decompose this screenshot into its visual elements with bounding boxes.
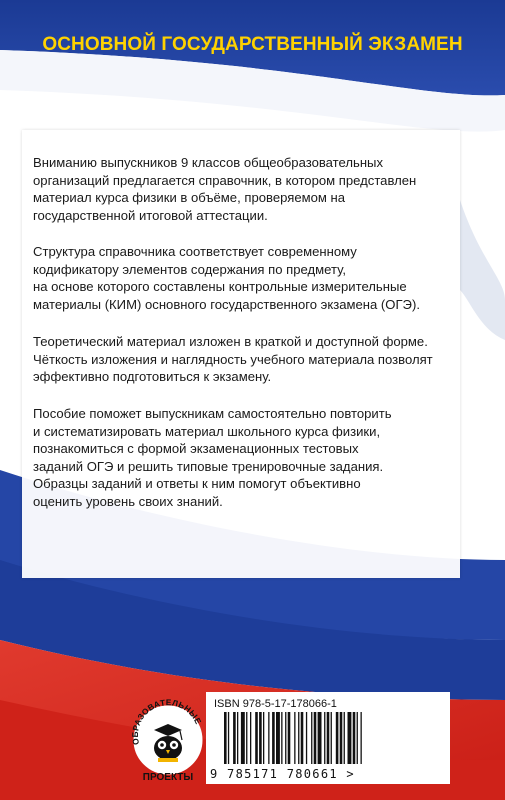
para-line: оценить уровень своих знаний. [33, 493, 223, 509]
para-line: материалы (КИМ) основного государственного экзамена (ОГЭ). [33, 296, 420, 312]
para-line: Образцы заданий и ответы к ним помогут объективно [33, 476, 361, 491]
para-line: Пособие поможет выпускникам самостоятельно повторить [33, 406, 392, 421]
paragraph-2 [33, 243, 453, 313]
para-line: организаций предлагается справочник, в котором представлен [33, 172, 417, 188]
para-line: Вниманию выпускников 9 классов общеобразовательных [33, 155, 384, 170]
para-line: эффективно подготовиться к экзамену. [33, 369, 272, 384]
para-line: материал курса физики в объёме, проверяемом на [33, 190, 346, 205]
barcode-digits: 9 785171 780661 > [210, 767, 355, 781]
paragraph-1 [33, 154, 453, 224]
para-line: познакомиться с формой экзаменационных тестовых [33, 441, 359, 456]
para-line: на основе которого составлены контрольные измерительные [33, 279, 407, 294]
isbn-text: ISBN 978-5-17-178066-1 [214, 698, 337, 710]
barcode-block [206, 692, 450, 784]
series-title: ОСНОВНОЙ ГОСУДАРСТВЕННЫЙ ЭКЗАМЕН [42, 34, 463, 55]
barcode-icon [212, 712, 448, 768]
paragraph-4 [33, 405, 453, 510]
series-banner [0, 0, 505, 120]
logo-arc-text: ОБРАЗОВАТЕЛЬНЫЕ [129, 697, 204, 746]
para-line: заданий ОГЭ и решить типовые тренировочные задания. [33, 458, 384, 474]
logo-bottom-text: ПРОЕКТЫ [142, 772, 194, 783]
para-line: Структура справочника соответствует современному [33, 244, 357, 259]
para-line: государственной итоговой аттестации. [33, 207, 268, 223]
para-line: Чёткость изложения и наглядность учебного материала позволят [33, 351, 433, 367]
paragraph-3 [33, 333, 453, 386]
para-line: кодификатору элементов содержания по предмету, [33, 261, 347, 277]
owl-graduate-icon [154, 724, 182, 762]
para-line: и систематизировать материал школьного курса физики, [33, 423, 381, 439]
publisher-logo [128, 688, 208, 788]
para-line: Теоретический материал изложен в краткой и доступной форме. [33, 334, 428, 349]
